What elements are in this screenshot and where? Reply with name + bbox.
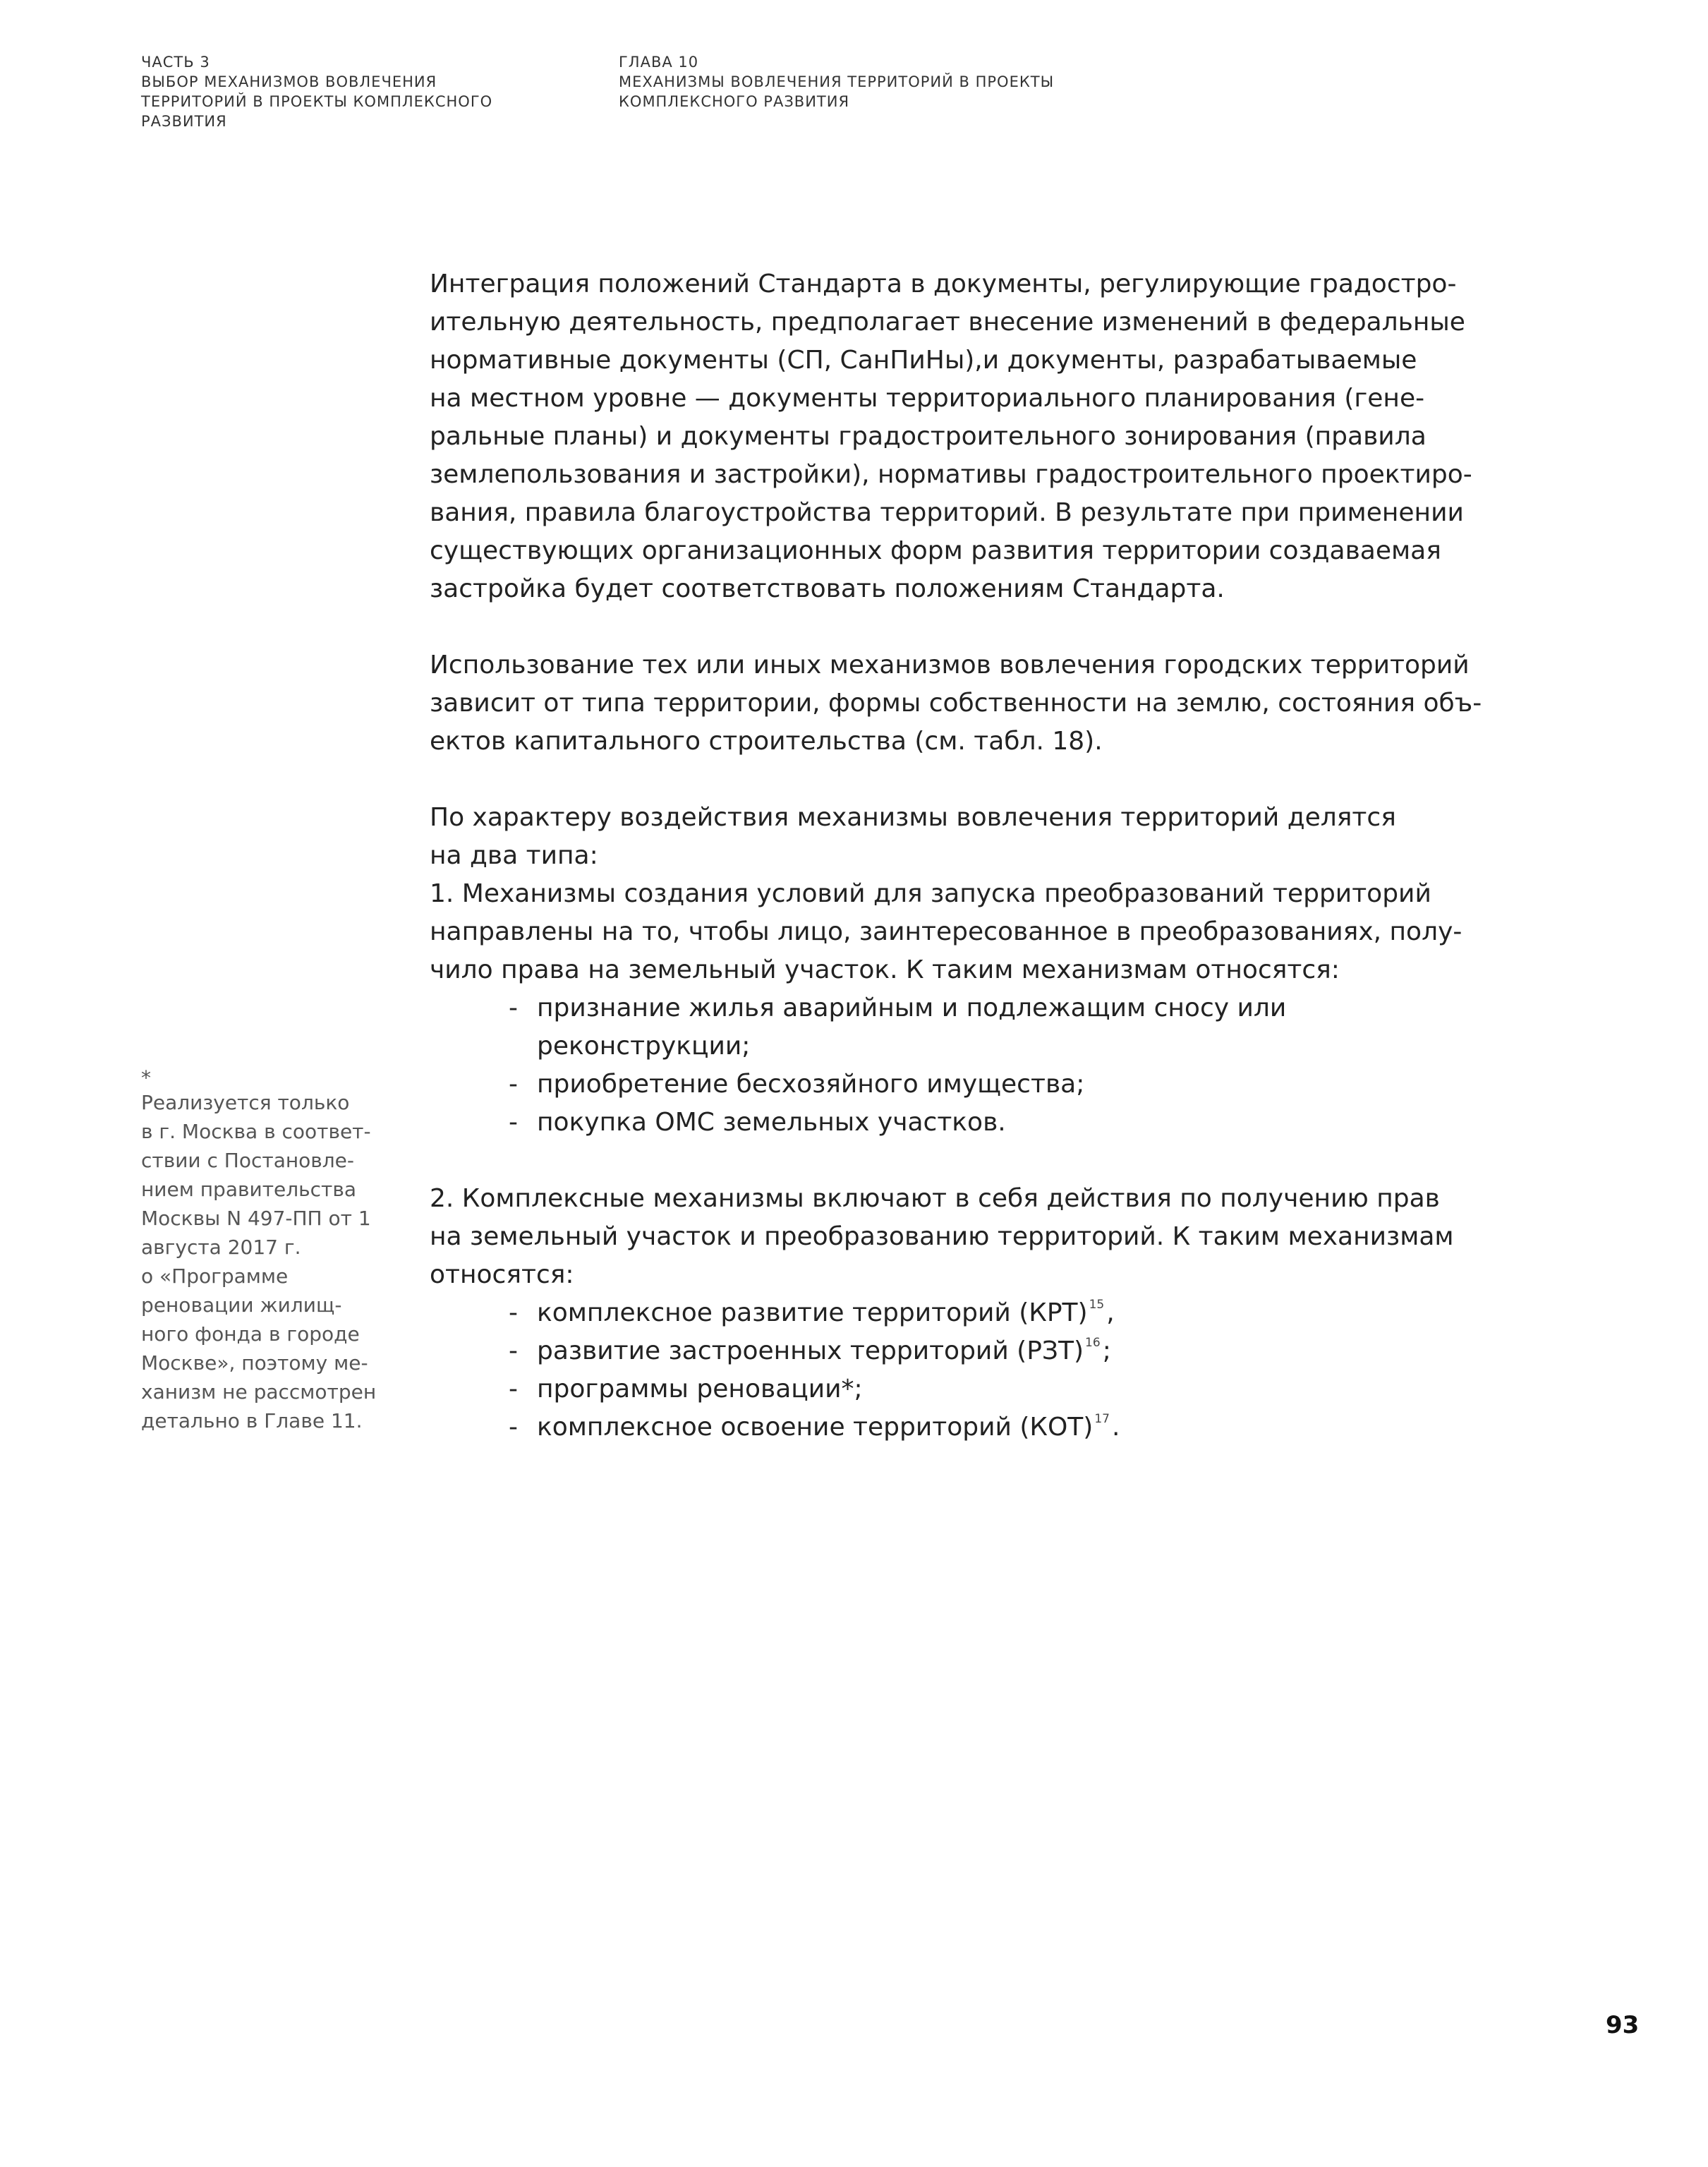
mechanisms-list-2	[430, 1294, 1530, 1447]
note-line: реновации жилищ-	[141, 1293, 342, 1317]
note-line: Москве», поэтому ме-	[141, 1351, 368, 1375]
footnote-ref: 17	[1094, 1412, 1110, 1426]
text-line: на земельный участок и преобразованию территорий. К таким механизмам	[430, 1222, 1454, 1251]
list-dash: -	[509, 1375, 518, 1404]
text-line: вания, правила благоустройства территорий. В результате при применении	[430, 498, 1464, 527]
footnote-ref: 16	[1085, 1336, 1101, 1350]
list-item: - программы реновации*;	[430, 1370, 1530, 1408]
text-line: на два типа:	[430, 841, 598, 870]
text-line: Интеграция положений Стандарта в документы, регулирующие градостро-	[430, 270, 1457, 298]
note-line: в г. Москва в соответ-	[141, 1120, 371, 1143]
list-item: - признание жилья аварийным и подлежащим сносу или	[430, 989, 1530, 1027]
text-line: ектов капитального строительства (см. табл. 18).	[430, 727, 1103, 756]
list-item: - комплексное освоение территорий (КОТ) $^{17}$.	[430, 1408, 1530, 1447]
list-dash: -	[509, 1298, 518, 1327]
text-line: чило права на земельный участок. К таким механизмам относятся:	[430, 955, 1340, 984]
note-line: нием правительства	[141, 1178, 356, 1201]
text-line: нормативные документы (СП, СанПиНы),и документы, разрабатываемые	[430, 346, 1417, 375]
list-item: - комплексное развитие территорий (КРТ) $^{15}$,	[430, 1294, 1530, 1332]
list-item: - покупка ОМС земельных участков.	[430, 1104, 1530, 1142]
mechanisms-list-1	[430, 989, 1530, 1142]
header-line: ТЕРРИТОРИЙ В ПРОЕКТЫ КОМПЛЕКСНОГО	[141, 93, 493, 110]
page-number: 93	[1606, 2011, 1640, 2039]
list-item: - развитие застроенных территорий (РЗТ) $^{16}$;	[430, 1332, 1530, 1370]
header-line: ВЫБОР МЕХАНИЗМОВ ВОВЛЕЧЕНИЯ	[141, 73, 437, 90]
note-line: Москвы N 497-ПП от 1	[141, 1207, 371, 1230]
list-dash: -	[509, 994, 518, 1022]
note-line: ного фонда в городе	[141, 1322, 360, 1346]
note-line: Реализуется только	[141, 1091, 350, 1114]
list-dash: -	[509, 1108, 518, 1137]
text-line: По характеру воздействия механизмы вовлечения территорий делятся	[430, 803, 1396, 832]
text-line: на местном уровне — документы территориального планирования (гене-	[430, 384, 1425, 413]
header-line: МЕХАНИЗМЫ ВОВЛЕЧЕНИЯ ТЕРРИТОРИЙ В ПРОЕКТЫ	[619, 73, 1055, 90]
running-header-chapter	[619, 52, 1054, 111]
list-dash: -	[509, 1070, 518, 1099]
text-line: 1. Механизмы создания условий для запуска преобразований территорий	[430, 879, 1431, 908]
text-line: зависит от типа территории, формы собственности на землю, состояния объ-	[430, 689, 1482, 718]
list-item: - приобретение бесхозяйного имущества;	[430, 1066, 1530, 1104]
text-line: направлены на то, чтобы лицо, заинтересованное в преобразованиях, полу-	[430, 917, 1462, 946]
list-dash: -	[509, 1336, 518, 1365]
text-line: ральные планы) и документы градостроительного зонирования (правила	[430, 422, 1427, 451]
note-mark: *	[141, 1066, 151, 1089]
text-line: 2. Комплексные механизмы включают в себя действия по получению прав	[430, 1184, 1440, 1213]
list-dash: -	[509, 1413, 518, 1442]
text-line: относятся:	[430, 1260, 574, 1289]
text-line: землепользования и застройки), нормативы градостроительного проектиро-	[430, 460, 1472, 489]
margin-note	[141, 1068, 402, 1435]
text-line: застройка будет соответствовать положениям Стандарта.	[430, 574, 1225, 603]
text-line: Использование тех или иных механизмов вовлечения городских территорий	[430, 651, 1470, 680]
running-header-part	[141, 52, 492, 131]
text-line: существующих организационных форм развития территории создаваемая	[430, 536, 1441, 565]
note-line: августа 2017 г.	[141, 1236, 301, 1259]
note-line: о «Программе	[141, 1264, 289, 1288]
note-line: ствии с Постановле-	[141, 1149, 355, 1172]
note-line: детально в Главе 11.	[141, 1409, 363, 1432]
header-line: РАЗВИТИЯ	[141, 113, 227, 130]
footnote-ref: 15	[1089, 1298, 1105, 1312]
header-line: ГЛАВА 10	[619, 54, 699, 71]
header-line: ЧАСТЬ 3	[141, 54, 210, 71]
list-item-continuation: реконструкции;	[537, 1032, 751, 1061]
text-line: ительную деятельность, предполагает внесение изменений в федеральные	[430, 308, 1465, 337]
body-text	[430, 265, 1530, 1447]
note-line: ханизм не рассмотрен	[141, 1380, 377, 1404]
header-line: КОМПЛЕКСНОГО РАЗВИТИЯ	[619, 93, 850, 110]
